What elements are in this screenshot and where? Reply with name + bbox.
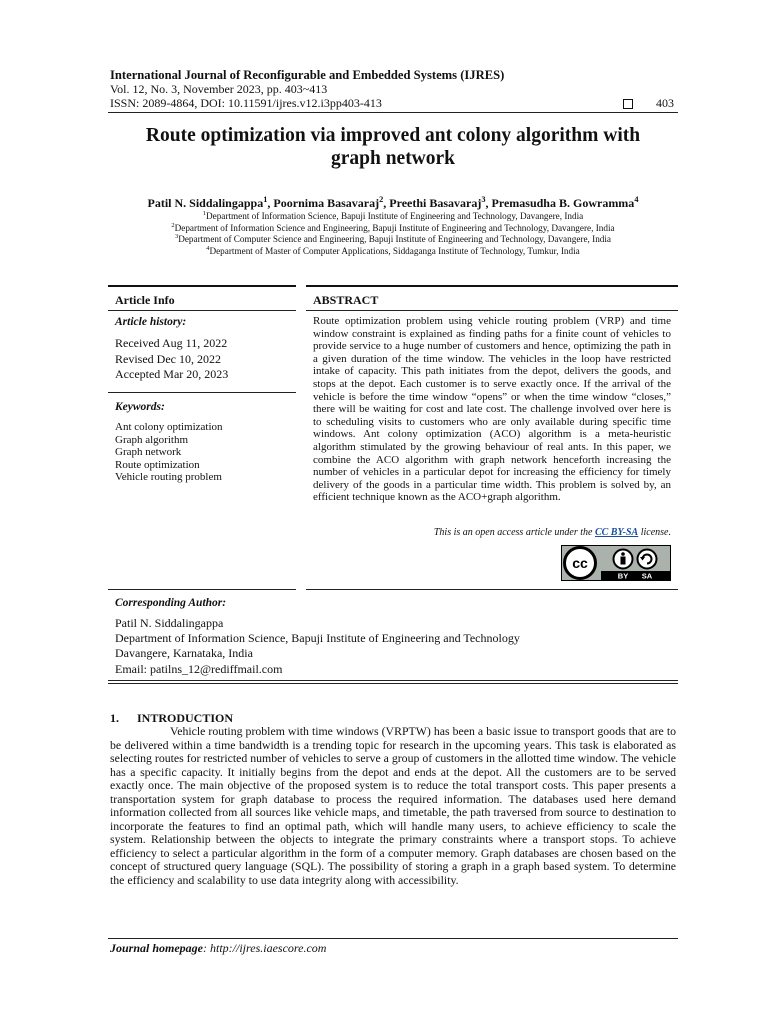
title-line-2: graph network [330, 148, 456, 169]
affiliation: $^4$Department of Master of Computer Applications, Siddaganga Institute of Technology, Tumkur, India [206, 244, 580, 256]
corresponding-dept: Department of Information Science, Bapuji Institute of Engineering and Technology [115, 631, 520, 646]
article-info-heading: Article Info [115, 293, 175, 307]
keyword: Ant colony optimization [115, 421, 223, 433]
article-info-top-rule [108, 285, 296, 287]
double-rule-bottom [108, 683, 678, 684]
affiliation: $^3$Department of Computer Science and Engineering, Bapuji Institute of Engineering and Technology, Davangere, India [174, 232, 612, 244]
square-bullet-icon [623, 99, 633, 109]
section-heading: 1. INTRODUCTION [110, 711, 234, 725]
author: Premasudha B. Gowramma$^4$ [491, 195, 639, 210]
journal-homepage: Journal homepage: http://ijres.iaescore.com [110, 941, 327, 955]
article-info-rule [108, 310, 296, 311]
history-rule [108, 392, 296, 393]
accepted-date: Accepted Mar 20, 2023 [115, 367, 229, 381]
affiliation: $^2$Department of Information Science and Engineering, Bapuji Institute of Engineering and Technology, Davangere, India [171, 221, 615, 233]
keyword: Vehicle routing problem [115, 471, 222, 484]
header-rule [108, 112, 678, 113]
page-number: 403 [656, 96, 674, 110]
corresponding-email: Email: patilns_12@rediffmail.com [115, 661, 283, 676]
issn-doi: ISSN: 2089-4864, DOI: 10.11591/ijres.v12.i3pp403-413 [110, 96, 382, 110]
abstract-rule [306, 310, 678, 311]
introduction-text: Vehicle routing problem with time windows (VRPTW) has been a basic issue to transport goods that are to be delivered within a time bandwidth is a trending topic for research in the upcoming years. This task is elaborated as selecting routes for restricted number of vehicles to serve a group of customers in the allotted time window. The vehicle has a specific capacity. It initially begins from the depot and ends at the depot. All the customers are to be served exactly once. The main objective of the proposed system is to reduce the total transport costs. This paper presents a transportation system for graph database to process the required information. The databases used here demand information collected from all sources like vehicle maps, and timetable, the path traversed from source to destination to incorporate the features to find an optimal path, which will handle many users, to achieve efficiency to scale the system. Relationship between the objects to integrate the primary constraints where a transport stops. To achieve efficiency to select a particular algorithm in the form of a computer memory. Graph databases are chosen based on the concept of structured query language (SQL). The possibility of storing a graph in a graph based system. To determine the efficiency and scalability to use data integrity along with accessibility. [110, 724, 676, 888]
abstract-top-rule [306, 285, 678, 287]
svg-text:SA: SA [641, 571, 653, 581]
open-access-note: This is an open access article under the CC BY-SA license. [433, 527, 671, 538]
keyword: Route optimization [115, 458, 200, 471]
journal-name: International Journal of Reconfigurable and Embedded Systems (IJRES) [110, 68, 505, 82]
corresponding-city: Davangere, Karnataka, India [115, 646, 253, 661]
corresponding-right-rule [306, 589, 678, 590]
double-rule-top [108, 680, 678, 681]
revised-date: Revised Dec 10, 2022 [115, 351, 221, 366]
cc-by-sa-badge-icon[interactable] [561, 545, 671, 581]
keyword: Graph network [115, 446, 182, 459]
abstract-text: Route optimization problem using vehicle routing problem (VRP) and time window constraint is explained as finding paths for a finite count of vehicles to provide service to a huge number of customers and hence, optimizing the path in a given duration of the time window. The vehicles in the loop have restricted intake of capacity. This path initiates from the depot, delivers the goods, and stops at the depot. Each customer is to serve exactly once. If the arrival of the vehicle is before the time window “opens” or when the time window “closes,” there will be waiting for cost and late cost. The challenge involved over here is to scheduling visits to customers who are only available during specific time windows. Ant colony optimization (ACO) algorithm is a meta-heuristic algorithm stimulated by the growing behaviour of real ants. In this paper, we combine the ACO algorithm with graph network henceforth increasing the number of vehicles in a particular depot for increasing the efficiency for timely delivery of the goods in a particular time width. This problem is solved by, an efficient technique known as the ACO+graph algorithm. [313, 315, 671, 504]
author: Poornima Basavaraj$^2$, [273, 195, 390, 210]
article-history [115, 336, 228, 383]
svg-text:cc: cc [572, 555, 588, 571]
author: Patil N. Siddalingappa$^1$, [147, 195, 274, 210]
keyword-list [115, 421, 223, 484]
corresponding-name: Patil N. Siddalingappa [115, 616, 224, 630]
cc-by-sa-link[interactable]: CC BY-SA [594, 527, 639, 538]
keywords-heading: Keywords: [115, 401, 165, 413]
title-line-1: Route optimization via improved ant colony algorithm with [145, 125, 641, 146]
keyword: Graph algorithm [115, 433, 189, 446]
author-list [108, 196, 678, 211]
corresponding-left-rule [108, 589, 296, 590]
affiliation: $^1$Department of Information Science, Bapuji Institute of Engineering and Technology, Davangere, India [202, 209, 584, 221]
received-date: Received Aug 11, 2022 [115, 336, 228, 350]
homepage-link[interactable]: http://ijres.iaescore.com [210, 941, 327, 955]
volume-info: Vol. 12, No. 3, November 2023, pp. 403~413 [110, 82, 328, 96]
paper-title [108, 124, 678, 170]
corresponding-author [115, 616, 520, 677]
article-history-heading: Article history: [115, 316, 187, 328]
corresponding-heading: Corresponding Author: [115, 597, 227, 609]
abstract-heading: ABSTRACT [313, 293, 379, 307]
svg-text:BY: BY [617, 571, 629, 581]
footer-rule [108, 938, 678, 939]
author: Preethi Basavaraj$^3$, [389, 195, 492, 210]
